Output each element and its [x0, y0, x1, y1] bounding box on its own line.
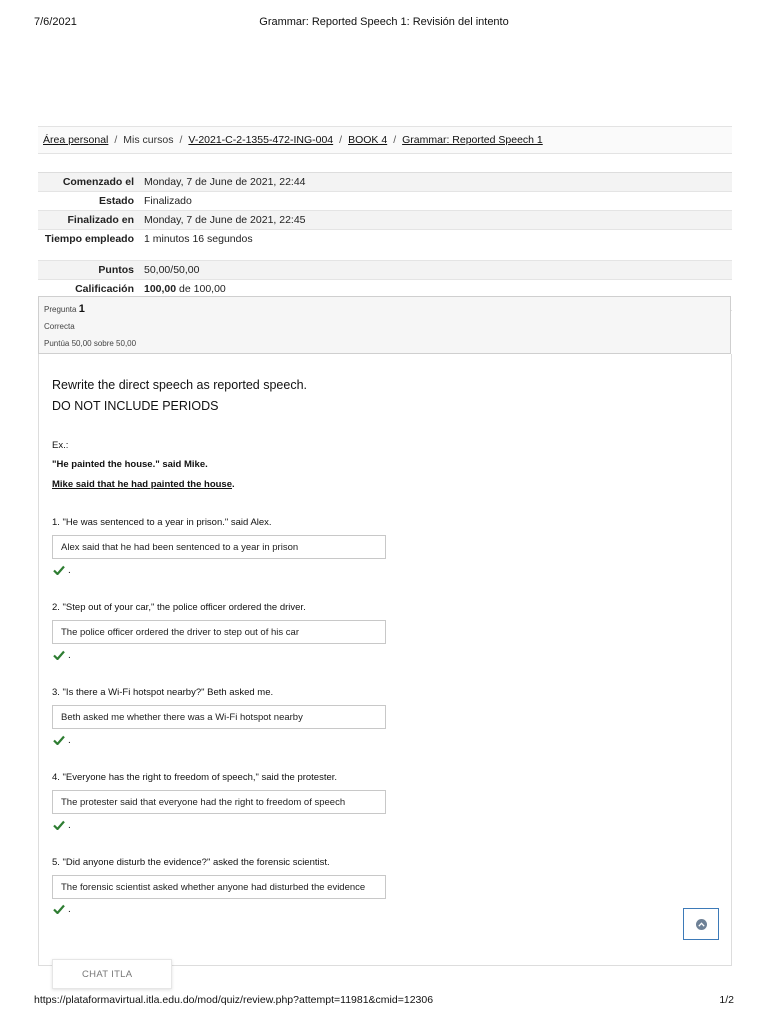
chat-button[interactable]: CHAT ITLA: [52, 959, 172, 989]
check-icon: [53, 820, 65, 830]
summary-label: Puntos: [98, 264, 134, 276]
breadcrumb-area-personal[interactable]: Área personal: [43, 134, 109, 146]
item-prompt: 1. "He was sentenced to a year in prison." said Alex.: [52, 517, 272, 528]
breadcrumb-mis-cursos: Mis cursos: [123, 134, 174, 146]
breadcrumb: [38, 126, 732, 154]
answer-field[interactable]: The police officer ordered the driver to step out of his car: [52, 620, 386, 644]
summary-row-time: [38, 230, 732, 261]
breadcrumb-separator: /: [339, 134, 343, 146]
question-score: Puntúa 50,00 sobre 50,00: [44, 339, 137, 348]
answer-field[interactable]: The protester said that everyone had the right to freedom of speech: [52, 790, 386, 814]
breadcrumb-separator: /: [393, 134, 397, 146]
chevron-up-icon: [696, 919, 707, 930]
answer-mark: .: [68, 650, 71, 661]
summary-label: Calificación: [75, 283, 134, 295]
answer-field[interactable]: Alex said that he had been sentenced to a year in prison: [52, 535, 386, 559]
answer-mark: .: [68, 565, 71, 576]
summary-label: Finalizado en: [67, 214, 134, 226]
print-title: Grammar: Reported Speech 1: Revisión del intento: [259, 16, 509, 28]
question-info: [38, 296, 731, 354]
summary-row-points: [38, 261, 732, 280]
print-url: https://plataformavirtual.itla.edu.do/mod/quiz/review.php?attempt=11981&cmid=12306: [34, 994, 434, 1006]
item-prompt: 4. "Everyone has the right to freedom of speech," said the protester.: [52, 772, 338, 783]
breadcrumb-separator: /: [179, 134, 183, 146]
item-prompt: 2. "Step out of your car," the police officer ordered the driver.: [52, 602, 306, 613]
check-icon: [53, 565, 65, 575]
summary-label: Estado: [98, 195, 134, 207]
example-direct: "He painted the house." said Mike.: [52, 459, 208, 470]
attempt-summary-table: [38, 172, 732, 311]
example-label: Ex.:: [52, 440, 69, 451]
grade-suffix: de 100,00: [179, 283, 226, 295]
check-icon: [53, 650, 65, 660]
check-icon: [53, 735, 65, 745]
summary-value: 50,00/50,00: [144, 264, 200, 276]
summary-value: Monday, 7 de June de 2021, 22:45: [144, 214, 306, 226]
breadcrumb-quiz[interactable]: Grammar: Reported Speech 1: [402, 134, 543, 146]
example-reported: [52, 479, 235, 490]
item-prompt: 5. "Did anyone disturb the evidence?" asked the forensic scientist.: [52, 857, 330, 868]
scroll-top-button[interactable]: [683, 908, 719, 940]
breadcrumb-course[interactable]: V-2021-C-2-1355-472-ING-004: [188, 134, 334, 146]
summary-label: Comenzado el: [62, 176, 134, 188]
example-reported-end: .: [232, 479, 235, 490]
answer-field[interactable]: Beth asked me whether there was a Wi-Fi hotspot nearby: [52, 705, 386, 729]
summary-row-state: [38, 192, 732, 211]
item-prompt: 3. "Is there a Wi-Fi hotspot nearby?" Beth asked me.: [52, 687, 274, 698]
summary-value: Monday, 7 de June de 2021, 22:44: [144, 176, 306, 188]
question-status: Correcta: [44, 322, 75, 331]
answer-mark: .: [68, 904, 71, 915]
grade-value: 100,00: [144, 283, 177, 295]
summary-row-finished: [38, 211, 732, 230]
print-header: [34, 16, 734, 32]
question-prefix: Pregunta: [44, 305, 77, 314]
answer-mark: .: [68, 735, 71, 746]
summary-label: Tiempo empleado: [44, 233, 134, 245]
breadcrumb-separator: /: [114, 134, 118, 146]
check-icon: [53, 904, 65, 914]
instruction-line-2: DO NOT INCLUDE PERIODS: [52, 399, 219, 413]
print-page-number: 1/2: [719, 994, 734, 1006]
summary-value: Finalizado: [144, 195, 192, 207]
instruction-line-1: Rewrite the direct speech as reported speech.: [52, 378, 307, 392]
example-reported-text: Mike said that he had painted the house: [52, 479, 232, 490]
question-number: 1: [78, 303, 85, 315]
breadcrumb-book[interactable]: BOOK 4: [348, 134, 388, 146]
print-date: 7/6/2021: [34, 16, 77, 28]
summary-row-started: [38, 173, 732, 192]
summary-value: 1 minutos 16 segundos: [144, 233, 253, 245]
answer-mark: .: [68, 820, 71, 831]
answer-field[interactable]: The forensic scientist asked whether anyone had disturbed the evidence: [52, 875, 386, 899]
